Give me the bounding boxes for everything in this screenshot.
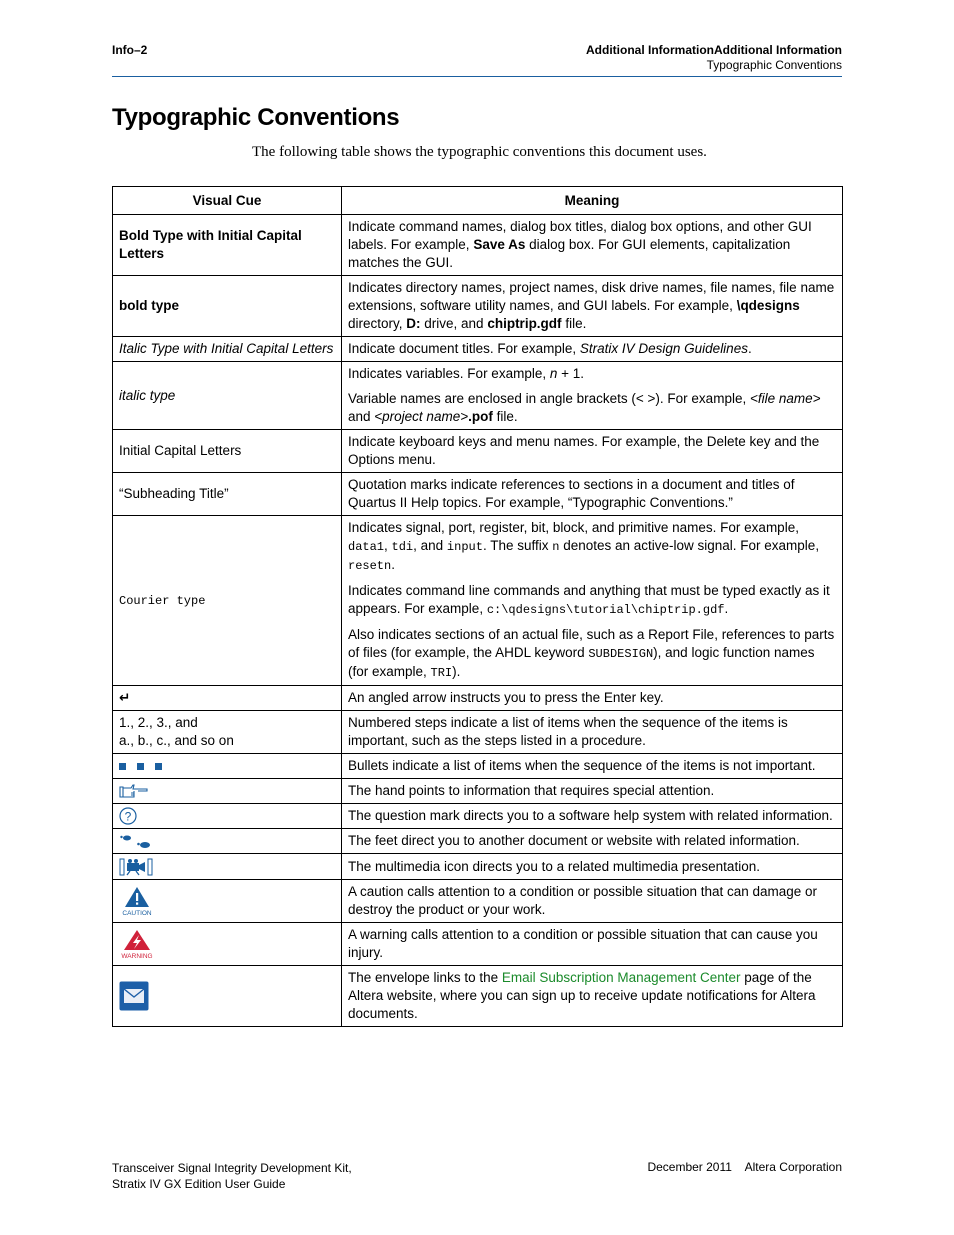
table-row — [113, 711, 843, 754]
table-row — [113, 686, 843, 711]
meaning-cell: Indicates directory names, project names, disk drive names, file names, file name extensions, software utility names, and GUI labels. For example, \qdesigns directory, D: drive, and chiptrip.gdf file. — [342, 276, 843, 337]
table-row — [113, 473, 843, 516]
footer-doc-title: Transceiver Signal Integrity Development Kit, Stratix IV GX Edition User Guide — [112, 1161, 352, 1191]
conventions-table — [112, 186, 843, 1027]
header-rule — [112, 76, 842, 77]
meaning-cell: Indicate command names, dialog box titles, dialog box options, and other GUI labels. For example, Save As dialog box. For GUI elements, capitalization matches the GUI. — [342, 215, 843, 276]
meaning-cell: A warning calls attention to a condition or possible situation that can cause you injury. — [342, 922, 843, 965]
meaning-cell: Numbered steps indicate a list of items when the sequence of the items is important, such as the steps listed in a procedure. — [342, 711, 843, 754]
svg-text:WARNING: WARNING — [121, 952, 153, 959]
caution-icon — [113, 879, 342, 922]
chapter-title: Additional InformationAdditional Information — [586, 43, 842, 57]
meaning-cell: The multimedia icon directs you to a related multimedia presentation. — [342, 854, 843, 879]
cue-italic-initial-caps: Italic Type with Initial Capital Letters — [113, 337, 342, 362]
cue-bold-type: bold type — [113, 276, 342, 337]
hand-icon — [113, 779, 342, 804]
table-row — [113, 965, 843, 1026]
table-row — [113, 922, 843, 965]
table-row — [113, 276, 843, 337]
table-row — [113, 779, 843, 804]
intro-text: The following table shows the typographic conventions this document uses. — [252, 144, 707, 160]
page-title: Typographic Conventions — [112, 104, 400, 131]
meaning-cell: Indicates variables. For example, n + 1. Variable names are enclosed in angle brackets (< >). For example, <file name> and <project name>.pof file. — [342, 362, 843, 430]
table-row — [113, 829, 843, 854]
table-row — [113, 516, 843, 686]
cue-subheading-title: “Subheading Title” — [113, 473, 342, 516]
section-title: Typographic Conventions — [706, 58, 842, 72]
meaning-cell: The hand points to information that requires special attention. — [342, 779, 843, 804]
col-meaning: Meaning — [342, 187, 843, 215]
cue-bold-initial-caps: Bold Type with Initial Capital Letters — [113, 215, 342, 276]
col-visual-cue: Visual Cue — [113, 187, 342, 215]
meaning-cell: The feet direct you to another document or website with related information. — [342, 829, 843, 854]
page-number: Info–2 — [112, 43, 148, 57]
table-row — [113, 430, 843, 473]
question-mark-icon — [113, 804, 342, 829]
footer-date-company: December 2011 Altera Corporation — [647, 1160, 842, 1174]
cue-initial-caps: Initial Capital Letters — [113, 430, 342, 473]
table-row — [113, 879, 843, 922]
meaning-cell: Indicate keyboard keys and menu names. For example, the Delete key and the Options menu. — [342, 430, 843, 473]
bullets-icon — [113, 754, 342, 779]
meaning-cell: An angled arrow instructs you to press the Enter key. — [342, 686, 843, 711]
table-row — [113, 215, 843, 276]
table-row — [113, 854, 843, 879]
svg-text:?: ? — [124, 809, 132, 824]
svg-text:CAUTION: CAUTION — [122, 909, 152, 916]
meaning-cell: Quotation marks indicate references to sections in a document and titles of Quartus II Help topics. For example, “Typographic Conventions.” — [342, 473, 843, 516]
envelope-icon[interactable] — [113, 965, 342, 1026]
enter-arrow-icon: ↵ — [113, 686, 342, 711]
table-row — [113, 337, 843, 362]
meaning-cell: Indicate document titles. For example, Stratix IV Design Guidelines. — [342, 337, 843, 362]
multimedia-icon — [113, 854, 342, 879]
cue-numbered-steps: 1., 2., 3., and a., b., c., and so on — [113, 711, 342, 754]
meaning-cell: A caution calls attention to a condition or possible situation that can damage or destroy the product or your work. — [342, 879, 843, 922]
running-header — [586, 43, 842, 73]
cue-italic-type: italic type — [113, 362, 342, 430]
meaning-cell: The question mark directs you to a software help system with related information. — [342, 804, 843, 829]
meaning-cell: Bullets indicate a list of items when the sequence of the items is not important. — [342, 754, 843, 779]
meaning-cell: Indicates signal, port, register, bit, block, and primitive names. For example, data1, tdi, and input. The suffix n denotes an active-low signal. For example, resetn. Indicates command line commands and anything that must be typed exactly as it appears. For example, c:\qdesigns\tutorial\chiptrip.gdf. Also indicates sections of an actual file, such as a Report File, references to parts of files (for example, the AHDL keyword SUBDESIGN), and logic function names (for example, TRI). — [342, 516, 843, 686]
table-row — [113, 362, 843, 430]
email-subscription-link[interactable]: Email Subscription Management Center — [501, 969, 741, 985]
table-row — [113, 754, 843, 779]
table-header-row — [113, 187, 843, 215]
meaning-cell: The envelope links to the Email Subscription Management Center page of the Altera website, where you can sign up to receive update notifications for Altera documents. — [342, 965, 843, 1026]
table-row — [113, 804, 843, 829]
feet-icon — [113, 829, 342, 854]
warning-icon — [113, 922, 342, 965]
cue-courier-type: Courier type — [113, 516, 342, 686]
